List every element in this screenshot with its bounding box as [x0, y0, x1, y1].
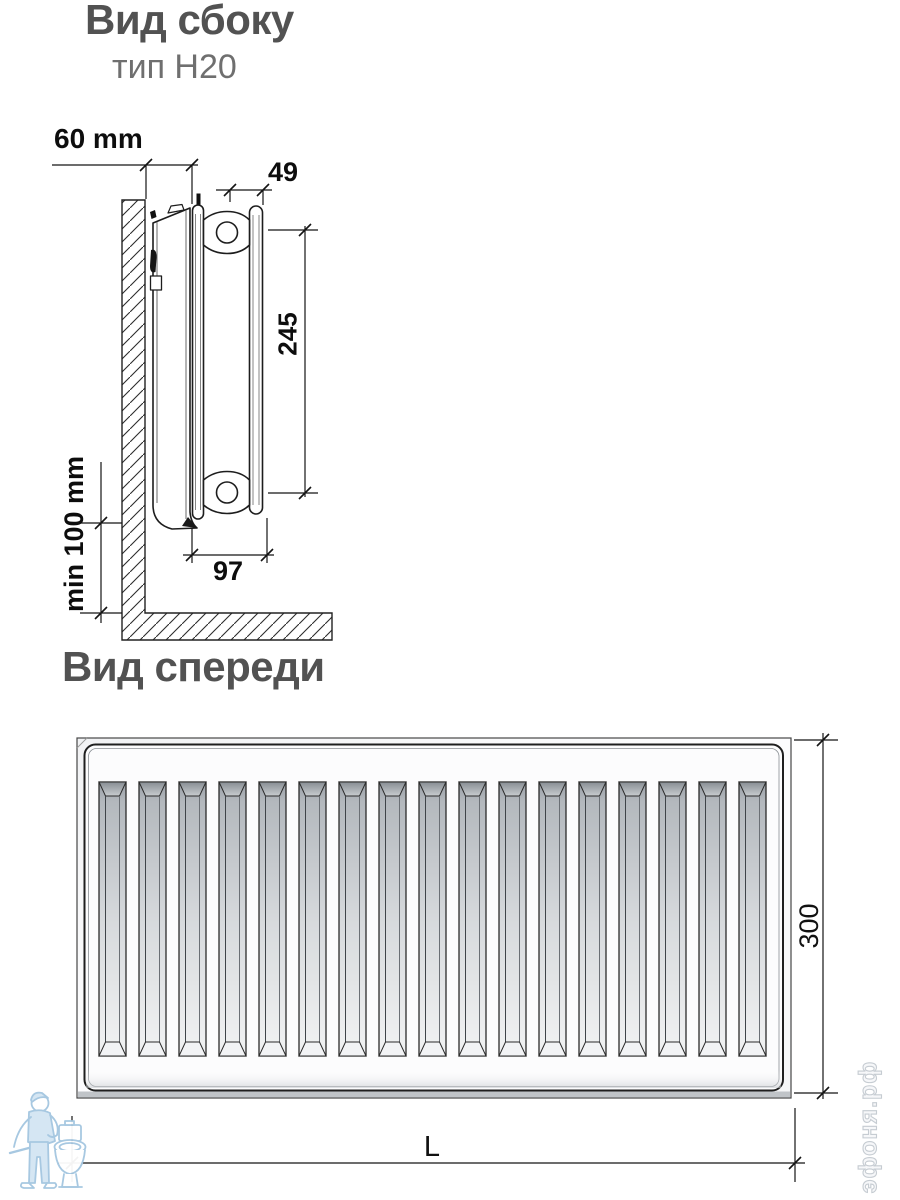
dim-label-height: 300 — [793, 903, 824, 949]
radiator-front-view — [77, 738, 791, 1098]
radiator-fin-groove — [499, 782, 526, 1056]
side-view-title: Вид сбоку — [85, 0, 294, 43]
radiator-fin-groove — [219, 782, 246, 1056]
dim-label-floor-clearance: min 100 mm — [58, 455, 89, 613]
radiator-fin-groove — [139, 782, 166, 1056]
radiator-fin-groove — [99, 782, 126, 1056]
side-view-subtitle: тип H20 — [112, 48, 237, 86]
radiator-fin-groove — [699, 782, 726, 1056]
radiator-fin-groove — [659, 782, 686, 1056]
front-view-title: Вид спереди — [62, 643, 325, 690]
radiator-fin-groove — [539, 782, 566, 1056]
radiator-fin-groove — [619, 782, 646, 1056]
radiator-fin-groove — [179, 782, 206, 1056]
radiator-side-profile — [150, 194, 263, 530]
dim-label-wall-offset: 60 mm — [54, 123, 143, 154]
watermark-site-text: эфоня.рф — [854, 1060, 883, 1194]
dim-label-fin-spacing: 49 — [267, 157, 299, 187]
radiator-fin-groove — [339, 782, 366, 1056]
dim-label-vertical-span: 245 — [272, 312, 303, 356]
radiator-fin-groove — [459, 782, 486, 1056]
radiator-fin-groove — [379, 782, 406, 1056]
dim-label-length: L — [423, 1131, 441, 1163]
radiator-fin-groove — [739, 782, 766, 1056]
radiator-fin-groove — [259, 782, 286, 1056]
radiator-fin-groove — [579, 782, 606, 1056]
dim-label-depth: 97 — [212, 556, 244, 586]
radiator-fin-groove — [299, 782, 326, 1056]
plumber-watermark-icon — [2, 1075, 122, 1200]
radiator-fin-groove — [419, 782, 446, 1056]
